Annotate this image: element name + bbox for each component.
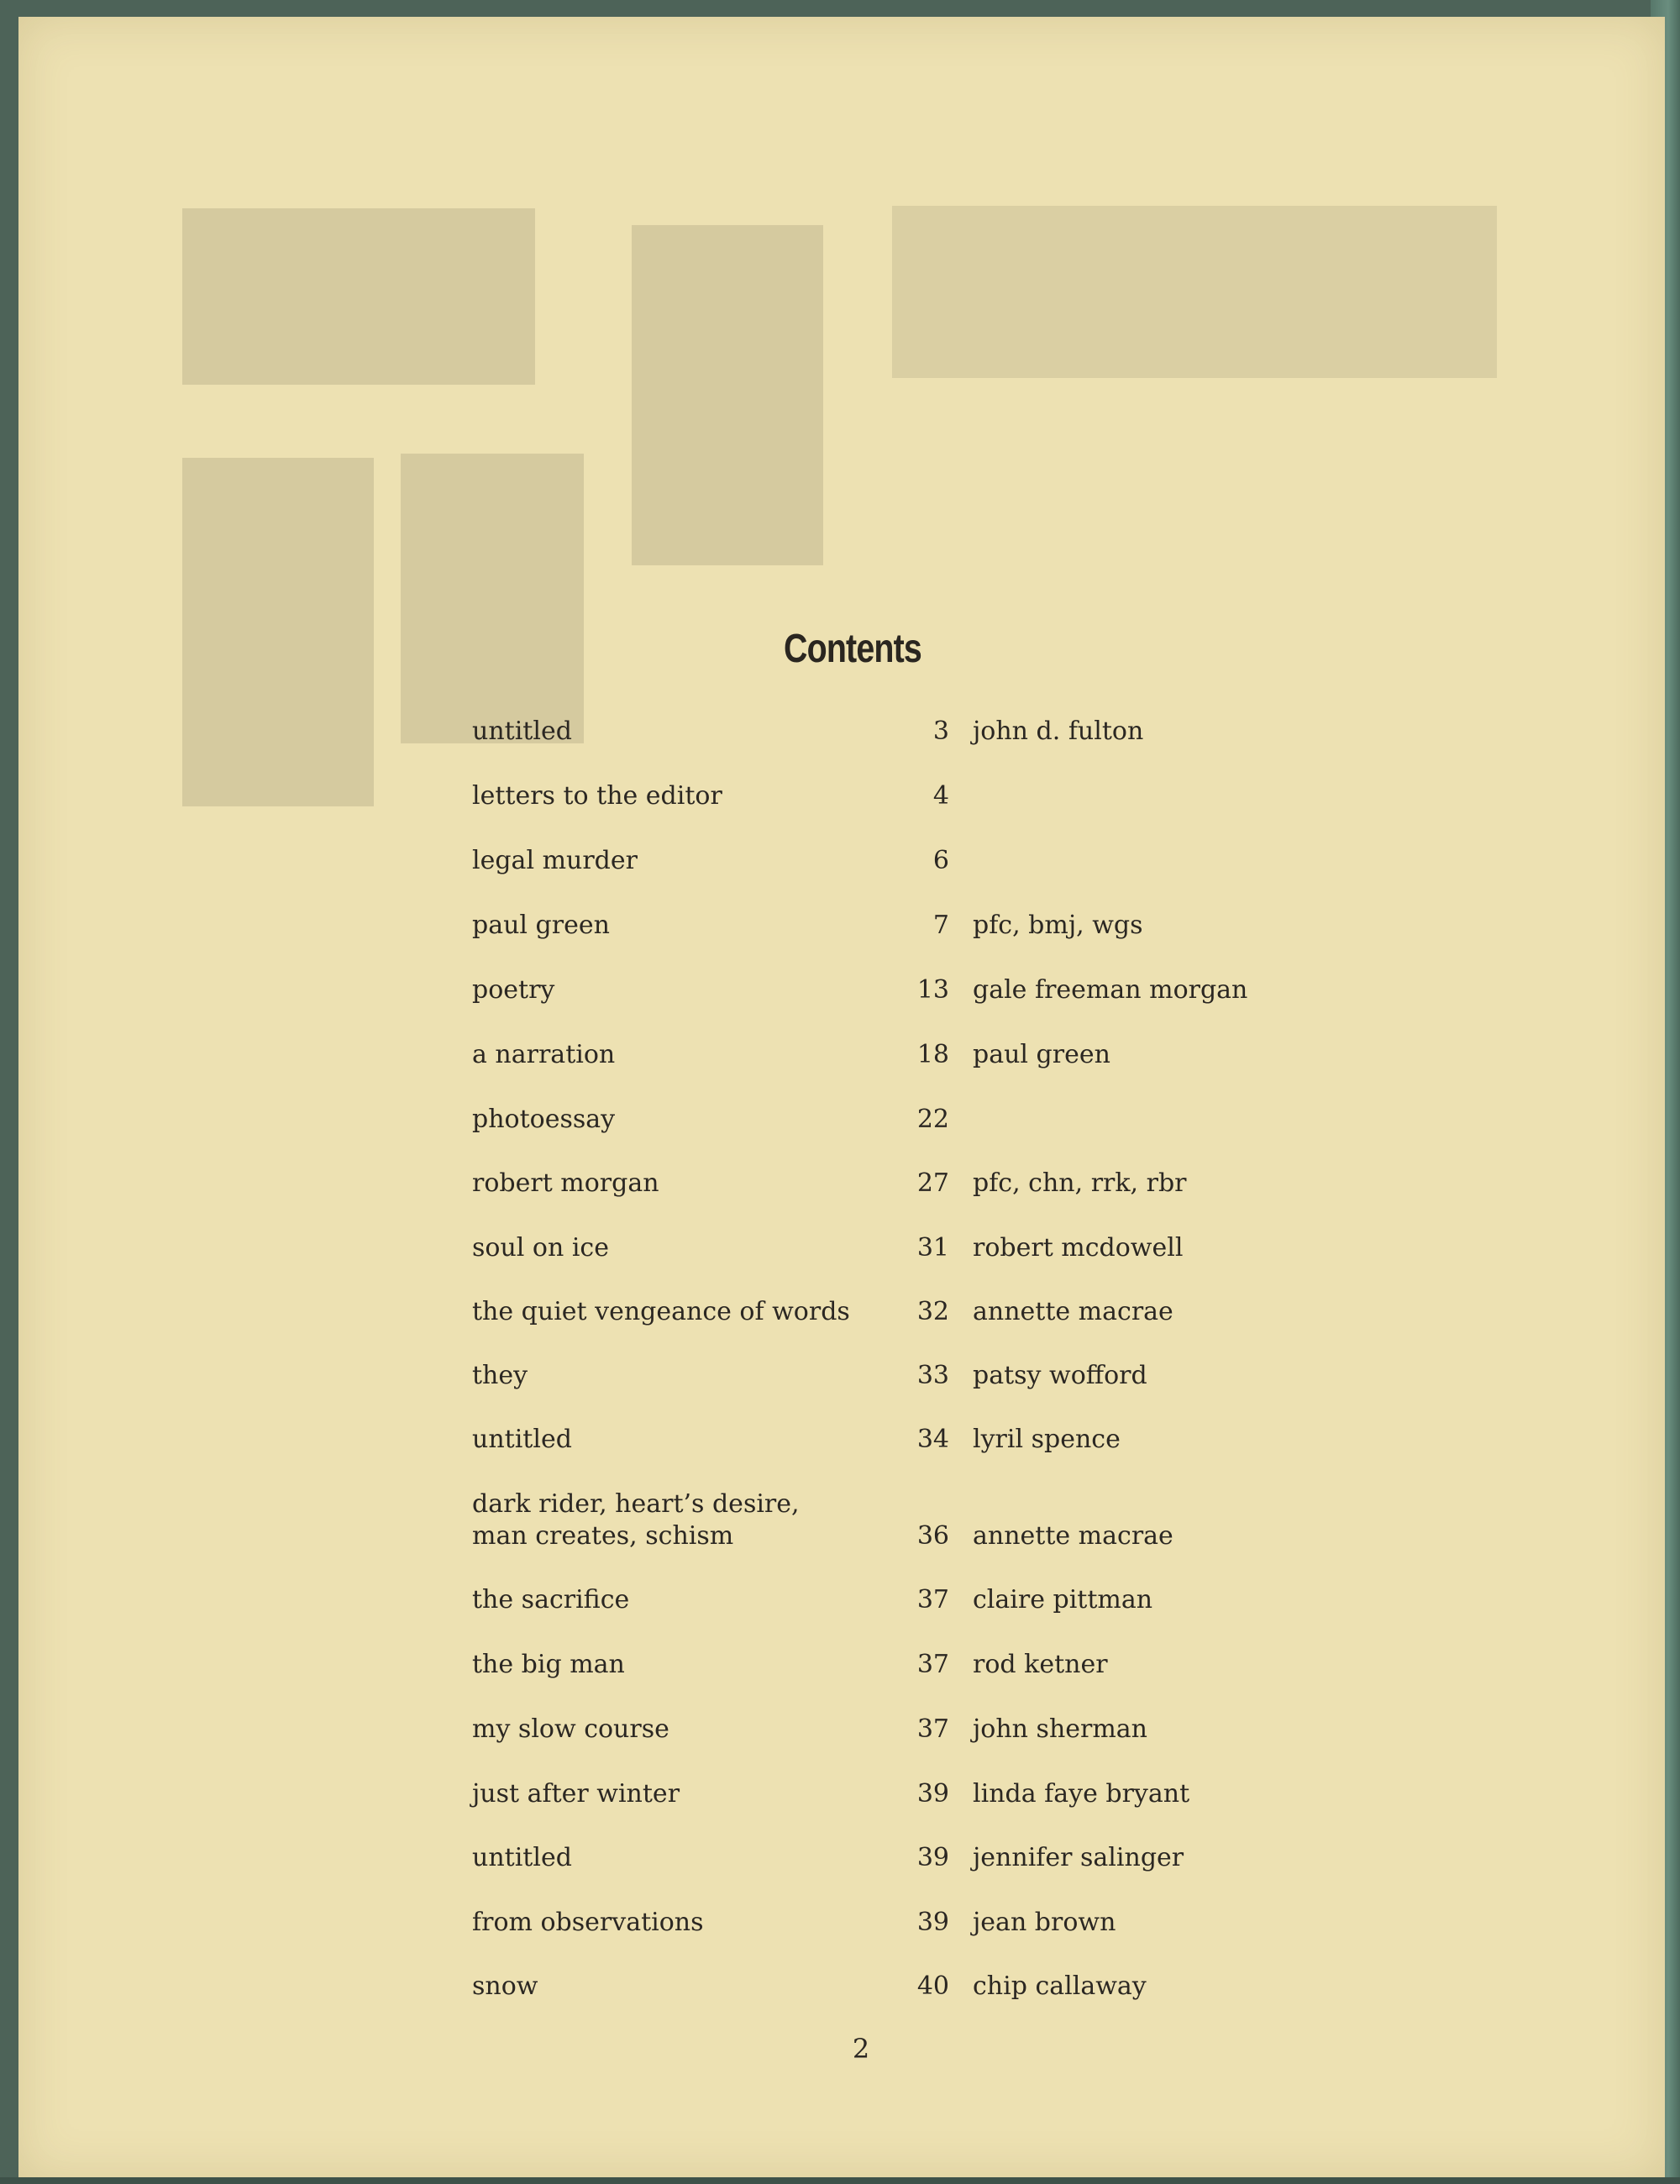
toc-entry-title: they <box>472 1361 528 1390</box>
toc-entry-title: untitled <box>472 1843 572 1872</box>
toc-entry-page: 37 <box>916 1650 949 1679</box>
toc-entry-author: jennifer salinger <box>973 1843 1184 1872</box>
toc-entry-page: 7 <box>932 911 949 940</box>
toc-entry-page: 3 <box>932 717 949 746</box>
toc-entry-title: the sacrifice <box>472 1585 630 1614</box>
toc-entry-author: pfc, bmj, wgs <box>973 911 1143 940</box>
toc-entry-author: gale freeman morgan <box>973 975 1248 1005</box>
toc-entry-page: 37 <box>916 1714 949 1744</box>
toc-entry-author: linda faye bryant <box>973 1779 1190 1809</box>
toc-entry-author: chip callaway <box>973 1971 1147 2001</box>
toc-entry-title: a narration <box>472 1040 616 1069</box>
toc-entry-page: 31 <box>916 1233 949 1263</box>
toc-entry-title: the quiet vengeance of words <box>472 1297 850 1326</box>
toc-entry-title: untitled <box>472 717 572 746</box>
toc-entry-author: annette macrae <box>973 1521 1173 1551</box>
toc-entry-title: snow <box>472 1971 538 2001</box>
toc-entry-title: robert morgan <box>472 1168 659 1198</box>
toc-entry-title: legal murder <box>472 846 638 875</box>
toc-entry-author: lyril spence <box>973 1425 1121 1454</box>
toc-entry-page: 33 <box>916 1361 949 1390</box>
toc-entry-page: 13 <box>916 975 949 1005</box>
toc-entry-page: 39 <box>916 1908 949 1937</box>
toc-entry-author: patsy wofford <box>973 1361 1147 1390</box>
toc-entry-title: paul green <box>472 911 610 940</box>
toc-entry-title: untitled <box>472 1425 572 1454</box>
toc-entry-page: 6 <box>932 846 949 875</box>
toc-entry-page: 40 <box>916 1971 949 2001</box>
toc-entry-page: 22 <box>916 1105 949 1134</box>
toc-entry-title: poetry <box>472 975 555 1005</box>
toc-entry-title: dark rider, heart’s desire, <box>472 1489 800 1519</box>
toc-entry-title-line2: man creates, schism <box>472 1521 734 1551</box>
toc-entry-author: paul green <box>973 1040 1110 1069</box>
toc-entry-author: annette macrae <box>973 1297 1173 1326</box>
toc-entry-title: my slow course <box>472 1714 669 1744</box>
toc-entry-page: 27 <box>916 1168 949 1198</box>
toc-entry-page: 39 <box>916 1779 949 1809</box>
toc-entry-page: 39 <box>916 1843 949 1872</box>
page-number: 2 <box>852 2033 870 2065</box>
toc-entry-author: claire pittman <box>973 1585 1153 1614</box>
toc-entry-title: soul on ice <box>472 1233 609 1263</box>
toc-entry-title: just after winter <box>472 1779 680 1809</box>
toc-entry-title: from observations <box>472 1908 704 1937</box>
toc-entry-page: 37 <box>916 1585 949 1614</box>
toc-entry-author: jean brown <box>973 1908 1116 1937</box>
toc-entry-page: 36 <box>916 1521 949 1551</box>
contents-heading: Contents <box>784 627 921 671</box>
toc-entry-page: 34 <box>916 1425 949 1454</box>
toc-entry-title: letters to the editor <box>472 781 722 811</box>
toc-entry-author: rod ketner <box>973 1650 1108 1679</box>
toc-entry-author: john sherman <box>973 1714 1148 1744</box>
toc-entry-author: pfc, chn, rrk, rbr <box>973 1168 1187 1198</box>
toc-entry-page: 32 <box>916 1297 949 1326</box>
toc-entry-author: john d. fulton <box>973 717 1144 746</box>
toc-entry-author: robert mcdowell <box>973 1233 1184 1263</box>
toc-entry-page: 18 <box>916 1040 949 1069</box>
toc-entry-page: 4 <box>932 781 949 811</box>
toc-entry-title: the big man <box>472 1650 625 1679</box>
toc-entry-title: photoessay <box>472 1105 616 1134</box>
